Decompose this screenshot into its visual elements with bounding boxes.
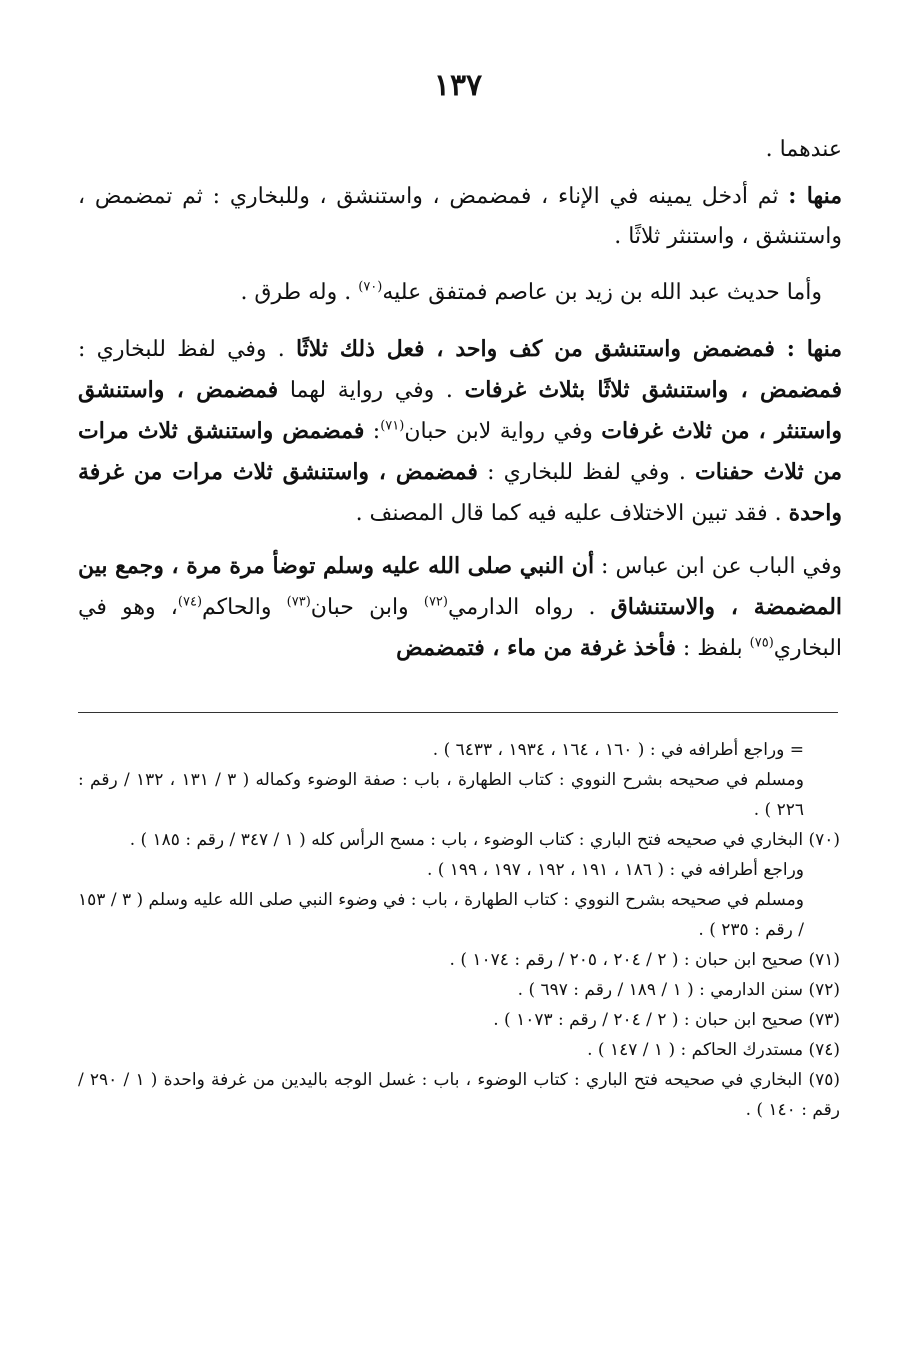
paragraph-4-c: . رواه الدارمي bbox=[447, 595, 611, 620]
paragraph-1-text: ثم أدخل يمينه في الإناء ، فمضمض ، واستنشق ، وللبخاري : ثم تمضمض ، واستنشق ، واستنثر ثلاثًا . bbox=[78, 184, 842, 249]
footnote-71: (٧١) صحيح ابن حبان : ( ٢ / ٢٠٤ ، ٢٠٥ / رقم : ١٠٧٤ ) . bbox=[449, 950, 840, 970]
paragraph-4-a: وفي الباب عن ابن عباس : bbox=[594, 554, 842, 579]
paragraph-3-lead: منها : فمضمض واستنشق من كف واحد ، فعل ذلك ثلاثًا bbox=[295, 336, 842, 362]
footnote-ref-75[interactable]: (٧٥) bbox=[749, 635, 774, 651]
main-text bbox=[78, 130, 842, 669]
footnote-ref-73[interactable]: (٧٣) bbox=[286, 594, 311, 610]
footnote-72: (٧٢) سنن الدارمي : ( ١ / ١٨٩ / رقم : ٦٩٧ ) . bbox=[517, 980, 840, 1000]
paragraph-3 bbox=[78, 329, 842, 534]
paragraph-4 bbox=[78, 546, 842, 669]
footnote-ref-72[interactable]: (٧٢) bbox=[423, 594, 448, 610]
paragraph-3-c: . وفي رواية لهما bbox=[278, 378, 465, 403]
paragraph-3-i: فمضمض ، واستنشق ثلاث مرات من غرفة واحدة bbox=[78, 459, 842, 526]
paragraph-0: عندهما . bbox=[765, 137, 842, 162]
paragraph-4-d: وابن حبان bbox=[310, 595, 424, 620]
footnote-75: (٧٥) البخاري في صحيحه فتح الباري : كتاب الوضوء ، باب : غسل الوجه باليدين من غرفة واحدة ( ١ / ٢٩٠ / رقم : ١٤٠ ) . bbox=[78, 1070, 840, 1120]
paragraph-4-g: بلفظ : bbox=[675, 636, 750, 661]
paragraph-3-f: : bbox=[364, 419, 381, 444]
paragraph-2 bbox=[78, 273, 822, 313]
paragraph-4-f: ، وهو في البخاري bbox=[78, 595, 842, 661]
footnote-line: ومسلم في صحيحه بشرح النووي : كتاب الطهارة ، باب : في وضوء النبي صلى الله عليه وسلم ( ٣ / ١٥٣ / رقم : ٢٣٥ ) . bbox=[78, 890, 804, 940]
paragraph-3-h: . وفي لفظ للبخاري : bbox=[477, 460, 696, 485]
paragraph-3-a: . وفي لفظ للبخاري : bbox=[78, 337, 296, 362]
footnote-70: (٧٠) البخاري في صحيحه فتح الباري : كتاب الوضوء ، باب : مسح الرأس كله ( ١ / ٣٤٧ / رقم : ١٨٥ ) . bbox=[129, 830, 840, 850]
paragraph-4-h: فأخذ غرفة من ماء ، فتمضمض bbox=[396, 635, 676, 661]
footnote-line: وراجع أطرافه في : ( ١٨٦ ، ١٩١ ، ١٩٢ ، ١٩٧ ، ١٩٩ ) . bbox=[426, 860, 804, 880]
paragraph-1 bbox=[78, 176, 842, 257]
footnote-divider bbox=[78, 712, 838, 713]
footnote-73: (٧٣) صحيح ابن حبان : ( ٢ / ٢٠٤ / رقم : ١٠٧٣ ) . bbox=[493, 1010, 840, 1030]
footnote-line: ومسلم في صحيحه بشرح النووي : كتاب الطهارة ، باب : صفة الوضوء وكماله ( ٣ / ١٣١ ، ١٣٢ / رقم : ٢٢٦ ) . bbox=[78, 770, 804, 820]
paragraph-3-j: . فقد تبين الاختلاف عليه فيه كما قال المصنف . bbox=[355, 501, 789, 526]
paragraph-2-text: وأما حديث عبد الله بن زيد بن عاصم فمتفق عليه bbox=[382, 280, 822, 305]
footnote-ref-74[interactable]: (٧٤) bbox=[177, 594, 203, 610]
paragraph-4-e: والحاكم bbox=[202, 595, 287, 620]
paragraph-1-lead: منها : bbox=[788, 183, 842, 209]
paragraph-3-b: فمضمض ، واستنشق ثلاثًا بثلاث غرفات bbox=[464, 377, 842, 403]
paragraph-4-b: أن النبي صلى الله عليه وسلم توضأ مرة مرة ، وجمع بين المضمضة ، والاستنشاق bbox=[78, 553, 843, 620]
footnote-ref-70[interactable]: (٧٠) bbox=[358, 279, 383, 295]
footnotes bbox=[78, 735, 840, 1125]
footnote-74: (٧٤) مستدرك الحاكم : ( ١ / ١٤٧ ) . bbox=[587, 1040, 840, 1060]
paragraph-3-e: وفي رواية لابن حبان bbox=[404, 419, 602, 444]
page-number: ١٣٧ bbox=[433, 68, 483, 103]
paragraph-3-d: فمضمض ، واستنشق واستنثر ، من ثلاث غرفات bbox=[78, 377, 843, 444]
paragraph-3-g: فمضمض واستنشق ثلاث مرات من ثلاث حفنات bbox=[78, 418, 843, 485]
footnote-ref-71[interactable]: (٧١) bbox=[380, 418, 405, 434]
footnote-line: = وراجع أطرافه في : ( ١٦٠ ، ١٦٤ ، ١٩٣٤ ، ٦٤٣٣ ) . bbox=[432, 740, 804, 760]
paragraph-2-tail: . وله طرق . bbox=[240, 280, 359, 305]
